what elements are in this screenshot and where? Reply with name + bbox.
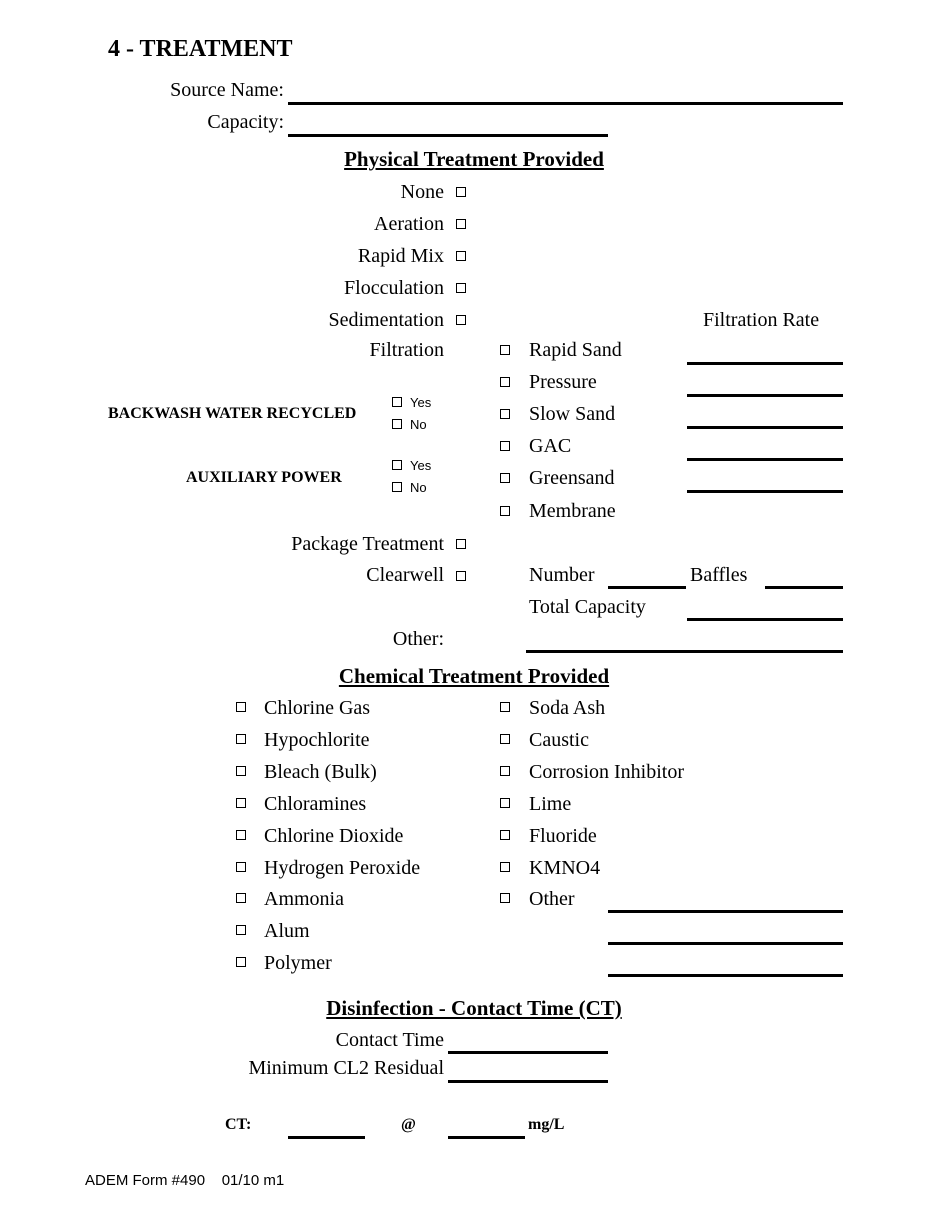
checkbox-chlorine-dioxide[interactable] [236,830,246,840]
chem-chlorine-dioxide: Chlorine Dioxide [264,825,404,847]
chem-hypochlorite: Hypochlorite [264,729,370,751]
checkbox-aeration[interactable] [456,219,466,229]
checkbox-gac[interactable] [500,441,510,451]
chem-hydrogen-peroxide: Hydrogen Peroxide [264,857,421,879]
checkbox-sedimentation[interactable] [456,315,466,325]
checkbox-kmno4[interactable] [500,862,510,872]
physical-item-sedimentation: Sedimentation [328,309,444,331]
chem-other-field-3[interactable] [608,974,843,977]
chem-bleach: Bleach (Bulk) [264,761,377,783]
checkbox-chloramines[interactable] [236,798,246,808]
chem-polymer: Polymer [264,952,332,974]
checkbox-greensand[interactable] [500,473,510,483]
filter-greensand: Greensand [529,467,615,489]
rate-field-pressure[interactable] [687,394,843,397]
checkbox-fluoride[interactable] [500,830,510,840]
filtration-rate-label: Filtration Rate [703,309,820,331]
total-capacity-label: Total Capacity [529,596,646,618]
baffles-field[interactable] [765,586,843,589]
filter-pressure: Pressure [529,371,597,393]
checkbox-flocculation[interactable] [456,283,466,293]
physical-item-none: None [400,181,444,203]
contact-time-field[interactable] [448,1051,608,1054]
form-footer: ADEM Form #490 01/10 m1 [85,1172,285,1189]
min-residual-label: Minimum CL2 Residual [248,1057,444,1079]
capacity-field[interactable] [288,134,608,137]
checkbox-caustic[interactable] [500,734,510,744]
chem-chlorine-gas: Chlorine Gas [264,697,371,719]
checkbox-soda-ash[interactable] [500,702,510,712]
checkbox-pressure[interactable] [500,377,510,387]
mgl-unit-label: mg/L [528,1116,565,1133]
chem-soda-ash: Soda Ash [529,697,606,719]
chem-kmno4: KMNO4 [529,857,601,879]
min-residual-field[interactable] [448,1080,608,1083]
checkbox-backwash-yes[interactable] [392,397,402,407]
chem-lime: Lime [529,793,572,815]
chem-corrosion-inhibitor: Corrosion Inhibitor [529,761,684,783]
number-label: Number [529,564,595,586]
physical-item-flocculation: Flocculation [344,277,444,299]
checkbox-alum[interactable] [236,925,246,935]
rate-field-slow-sand[interactable] [687,426,843,429]
filtration-label: Filtration [369,339,444,361]
other-label: Other: [392,628,444,650]
rate-field-gac[interactable] [687,458,843,461]
rate-field-rapid-sand[interactable] [687,362,843,365]
auxiliary-power-label: AUXILIARY POWER [186,469,342,486]
filter-rapid-sand: Rapid Sand [529,339,622,361]
baffles-label: Baffles [690,564,748,586]
aux-yes-label: Yes [410,458,432,473]
other-field[interactable] [526,650,843,653]
chem-ammonia: Ammonia [264,888,344,910]
checkbox-backwash-no[interactable] [392,419,402,429]
ct-field[interactable] [288,1136,365,1139]
checkbox-chem-other[interactable] [500,893,510,903]
chem-alum: Alum [264,920,310,942]
chemical-heading: Chemical Treatment Provided [338,664,610,688]
filter-gac: GAC [529,435,572,457]
checkbox-clearwell[interactable] [456,571,466,581]
physical-item-rapid-mix: Rapid Mix [357,245,444,267]
checkbox-package-treatment[interactable] [456,539,466,549]
chem-chloramines: Chloramines [264,793,367,815]
checkbox-chlorine-gas[interactable] [236,702,246,712]
clearwell-label: Clearwell [366,564,444,586]
checkbox-ammonia[interactable] [236,893,246,903]
chem-other-field-2[interactable] [608,942,843,945]
checkbox-none[interactable] [456,187,466,197]
checkbox-slow-sand[interactable] [500,409,510,419]
checkbox-bleach[interactable] [236,766,246,776]
filter-membrane: Membrane [529,500,616,522]
checkbox-lime[interactable] [500,798,510,808]
chem-other-field-1[interactable] [608,910,843,913]
checkbox-corrosion-inhibitor[interactable] [500,766,510,776]
checkbox-membrane[interactable] [500,506,510,516]
aux-no-label: No [410,480,427,495]
ct-residual-field[interactable] [448,1136,525,1139]
chem-fluoride: Fluoride [529,825,597,847]
source-name-label: Source Name: [170,79,284,101]
checkbox-hydrogen-peroxide[interactable] [236,862,246,872]
checkbox-aux-no[interactable] [392,482,402,492]
physical-item-aeration: Aeration [374,213,444,235]
backwash-no-label: No [410,417,427,432]
total-capacity-field[interactable] [687,618,843,621]
disinfection-heading: Disinfection - Contact Time (CT) [326,996,622,1020]
checkbox-aux-yes[interactable] [392,460,402,470]
chem-other: Other [529,888,575,910]
filter-slow-sand: Slow Sand [529,403,616,425]
page-title: 4 - TREATMENT [108,36,293,62]
contact-time-label: Contact Time [335,1029,444,1051]
physical-heading: Physical Treatment Provided [344,147,604,171]
rate-field-greensand[interactable] [687,490,843,493]
ct-label: CT: [225,1116,252,1133]
number-field[interactable] [608,586,686,589]
checkbox-polymer[interactable] [236,957,246,967]
source-name-field[interactable] [288,102,843,105]
checkbox-rapid-mix[interactable] [456,251,466,261]
backwash-label: BACKWASH WATER RECYCLED [108,405,357,422]
capacity-label: Capacity: [207,111,284,133]
backwash-yes-label: Yes [410,395,432,410]
package-treatment-label: Package Treatment [291,533,444,555]
at-symbol: @ [401,1116,416,1133]
checkbox-rapid-sand[interactable] [500,345,510,355]
checkbox-hypochlorite[interactable] [236,734,246,744]
chem-caustic: Caustic [529,729,589,751]
